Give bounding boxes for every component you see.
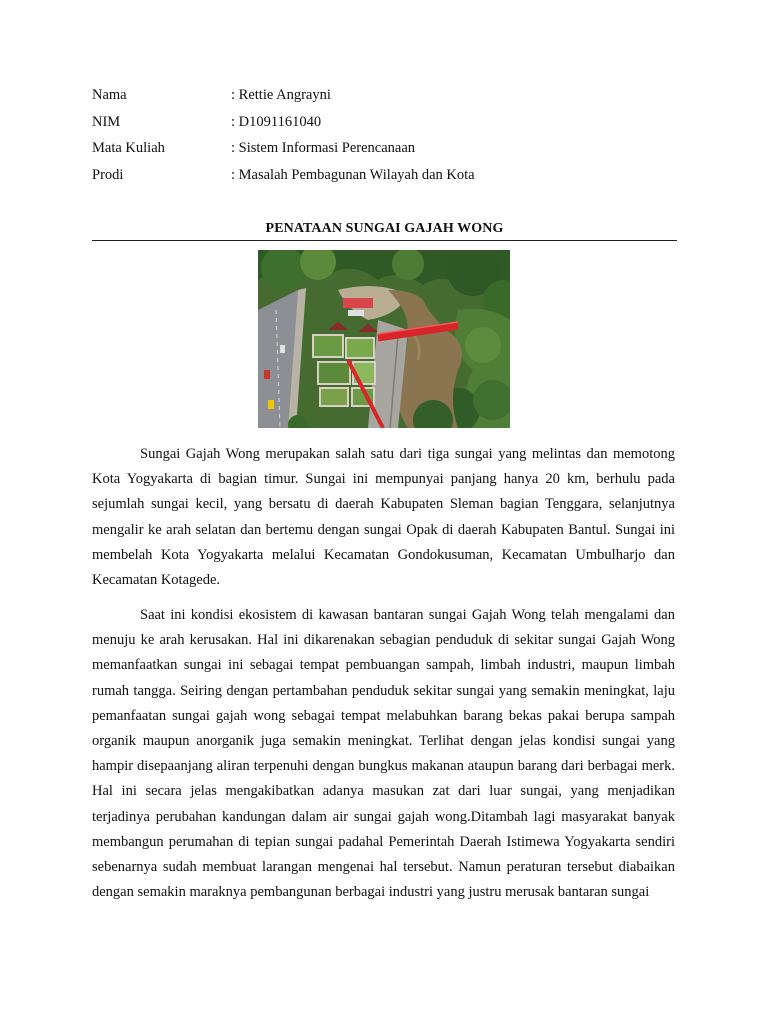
info-row-course	[92, 137, 682, 164]
info-row-nim	[92, 111, 682, 138]
paragraph-2: Saat ini kondisi ekosistem di kawasan bantaran sungai Gajah Wong telah mengalami dan menuju ke arah kerusakan. Hal ini dikarenakan sebagian penduduk di sekitar sungai Gajah Wong memanfaatkan sungai ini sebagai tempat pembuangan sampah, limbah industri, maupun limbah rumah tangga. Seiring dengan pertambahan penduduk sekitar sungai yang semakin meningkat, laju pemanfaatan sungai gajah wong sebagai tempat melabuhkan barang bekas pakai berupa sampah organik maupun anorganik juga semakin meningkat. Terlihat dengan jelas kondisi sungai yang hampir disepaanjang aliran terpenuhi dengan bungkus makanan ataupun barang dari berbagai merk. Hal ini secara jelas mengakibatkan adanya masukan zat dari luar sungai, yang menjadikan terjadinya perubahan kandungan dalam air sungai gajah wong.Ditambah lagi masyarakat banyak membangun perumahan di tepian sungai padahal Pemerintah Daerah Istimewa Yogyakarta sendiri sebenarnya sudah membuat larangan mengenai hal tersebut. Namun peraturan tersebut diabaikan dengan semakin maraknya pembangunan berbagai industri yang justru merusak bantaran sungai	[92, 607, 675, 901]
info-row-name	[92, 84, 682, 111]
name-value: : Rettie Angrayni	[231, 87, 331, 103]
nim-value: : D1091161040	[231, 113, 322, 130]
course-label: Mata Kuliah	[92, 140, 165, 156]
student-info-table	[92, 84, 682, 190]
program-label: Prodi	[92, 166, 124, 183]
program-value: : Masalah Pembagunan Wilayah dan Kota	[231, 166, 475, 183]
paragraph-1: Sungai Gajah Wong merupakan salah satu dari tiga sungai yang melintas dan memotong Kota Yogyakarta di bagian timur. Sungai ini mempunyai panjang hanya 20 km, berhulu pada sejumlah sungai kecil, yang bersatu di daerah Kabupaten Sleman bagian Tenggara, selanjutnya mengalir ke arah selatan dan bertemu dengan sungai Opak di daerah Kabupaten Bantul. Sungai ini membelah Kota Yogyakarta melalui Kecamatan Gondokusuman, Kecamatan Umbulharjo dan Kecamatan Kotagede.	[92, 446, 675, 589]
course-value: : Sistem Informasi Perencanaan	[231, 140, 416, 156]
river-aerial-photo	[258, 250, 510, 428]
title-divider	[92, 240, 677, 241]
info-row-program	[92, 164, 682, 191]
river-aerial-illustration	[258, 250, 510, 428]
document-title: PENATAAN SUNGAI GAJAH WONG	[265, 221, 504, 236]
nim-label: NIM	[92, 113, 121, 130]
name-label: Nama	[92, 87, 127, 103]
